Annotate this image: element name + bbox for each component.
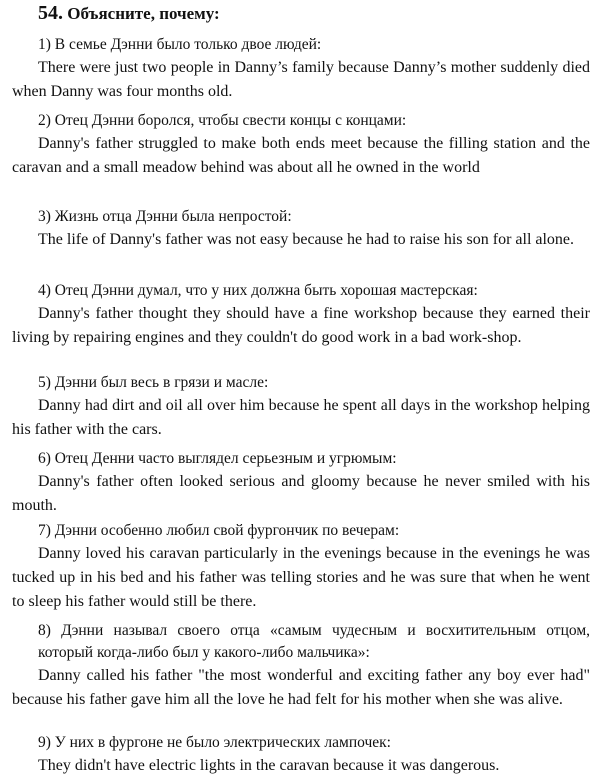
answer-text: The life of Danny's father was not easy because he had to raise his son for all alone. xyxy=(38,231,575,248)
list-item xyxy=(12,520,590,614)
list-item xyxy=(12,448,590,518)
list-item xyxy=(12,620,590,712)
answer-text: Danny loved his caravan particularly in the evenings because in the evenings he was tucked up in his bed and his father was telling stories and he was sure that when he went to sleep his father would still be there. xyxy=(12,545,590,610)
exercise-number: 54. xyxy=(38,2,63,24)
question-text: 4) Отец Дэнни думал, что у них должна быть хорошая мастерская: xyxy=(38,282,478,299)
exercise-heading xyxy=(38,2,220,25)
answer-text: Danny called his father "the most wonderful and exciting father any boy ever had" because his father gave him all the love he had felt for his mother when she was alive. xyxy=(12,667,590,708)
answer-text: They didn't have electric lights in the caravan because it was dangerous. xyxy=(38,757,500,774)
answer-text: Danny's father often looked serious and gloomy because he never smiled with his mouth. xyxy=(12,473,590,514)
answer-text: Danny had dirt and oil all over him because he spent all days in the workshop helping his father with the cars. xyxy=(12,397,590,438)
question-text: 9) У них в фургоне не было электрических лампочек: xyxy=(38,734,391,751)
list-item xyxy=(12,206,590,252)
exercise-title: Объясните, почему: xyxy=(67,4,220,23)
question-text: 7) Дэнни особенно любил свой фургончик по вечерам: xyxy=(38,522,400,539)
answer-text: There were just two people in Danny’s family because Danny’s mother suddenly died when Danny was four months old. xyxy=(12,59,590,100)
answer-text: Danny's father struggled to make both ends meet because the filling station and the caravan and a small meadow behind was about all he owned in the world xyxy=(12,135,590,176)
question-text: 6) Отец Денни часто выглядел серьезным и угрюмым: xyxy=(38,450,397,467)
list-item xyxy=(12,34,590,104)
question-text: 8) Дэнни называл своего отца «самым чудесным и восхитительным отцом, который когда-либо был у какого-либо мальчика»: xyxy=(38,622,590,661)
question-text: 1) В семье Дэнни было только двое людей: xyxy=(38,36,322,53)
question-text: 2) Отец Дэнни боролся, чтобы свести концы с концами: xyxy=(38,112,407,129)
question-text: 5) Дэнни был весь в грязи и масле: xyxy=(38,374,269,391)
list-item xyxy=(12,280,590,350)
answer-text: Danny's father thought they should have a fine workshop because they earned their living by repairing engines and they couldn't do good work in a bad work-shop. xyxy=(12,305,590,346)
list-item xyxy=(12,372,590,442)
list-item xyxy=(12,110,590,180)
list-item xyxy=(12,732,590,778)
question-text: 3) Жизнь отца Дэнни была непростой: xyxy=(38,208,292,225)
